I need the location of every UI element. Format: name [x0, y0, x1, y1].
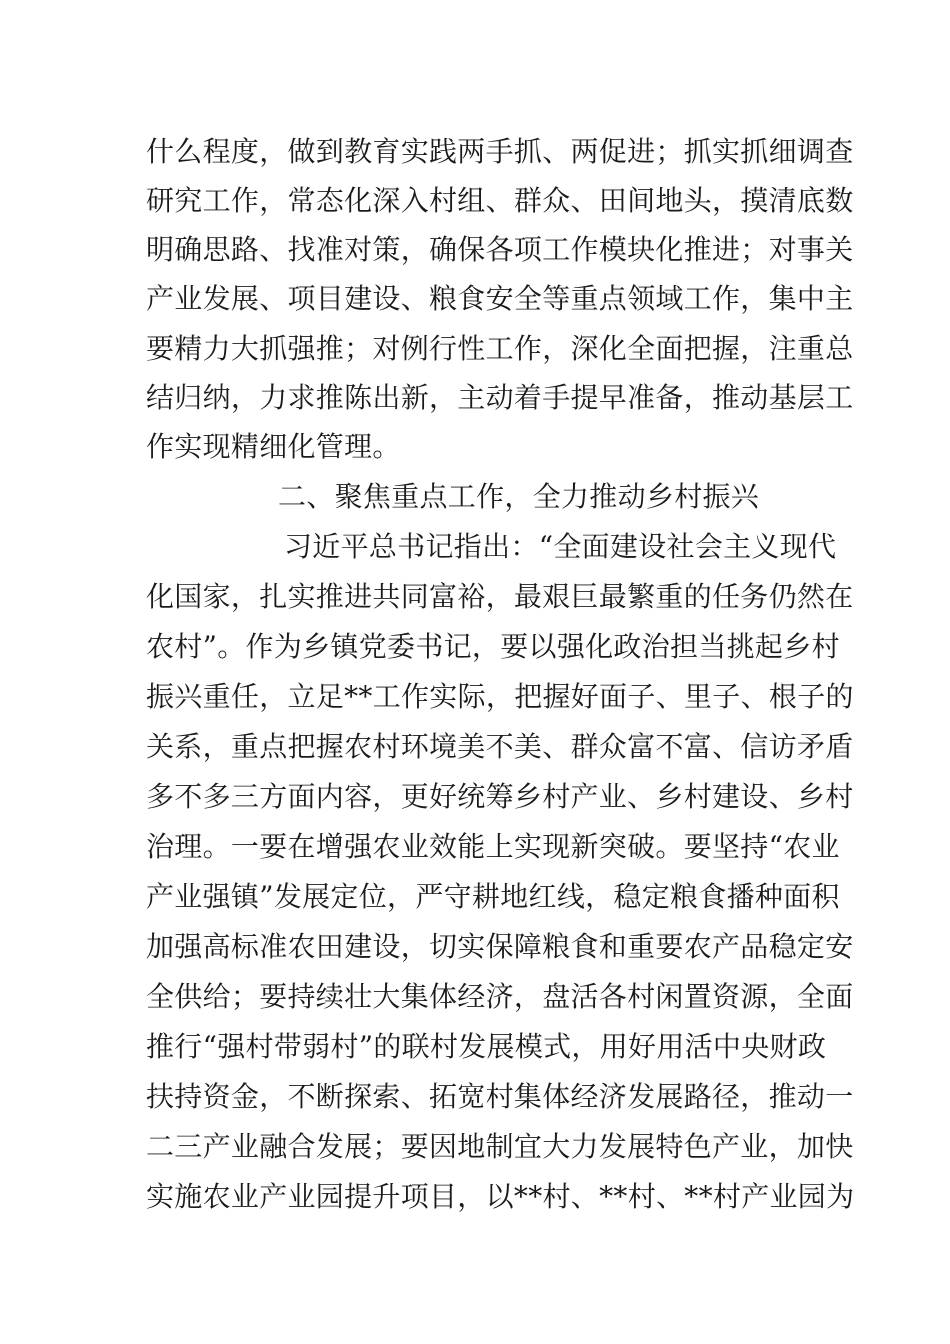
- paragraph-2-line-10: 全供给；要持续壮大集体经济，盘活各村闲置资源，全面: [146, 980, 854, 1013]
- section-heading: 二、聚焦重点工作，全力推动乡村振兴: [278, 480, 760, 513]
- paragraph-1-line-7: 作实现精细化管理。: [146, 430, 401, 463]
- paragraph-2-line-12: 扶持资金，不断探索、拓宽村集体经济发展路径，推动一: [146, 1080, 854, 1113]
- paragraph-2-line-9: 加强高标准农田建设，切实保障粮食和重要农产品稳定安: [146, 930, 854, 963]
- paragraph-2-line-8: 产业强镇”发展定位，严守耕地红线，稳定粮食播种面积: [146, 880, 840, 913]
- paragraph-2-line-3: 农村”。作为乡镇党委书记，要以强化政治担当挑起乡村: [146, 630, 840, 663]
- paragraph-2-line-4: 振兴重任，立足**工作实际，把握好面子、里子、根子的: [146, 680, 854, 713]
- paragraph-1-line-1: 什么程度，做到教育实践两手抓、两促进；抓实抓细调查: [146, 135, 854, 168]
- paragraph-1-line-2: 研究工作，常态化深入村组、群众、田间地头，摸清底数: [146, 184, 854, 217]
- paragraph-1-line-4: 产业发展、项目建设、粮食安全等重点领域工作，集中主: [146, 282, 854, 315]
- paragraph-2-line-13: 二三产业融合发展；要因地制宜大力发展特色产业，加快: [146, 1130, 854, 1163]
- paragraph-1-line-3: 明确思路、找准对策，确保各项工作模块化推进；对事关: [146, 233, 854, 266]
- paragraph-2-line-5: 关系，重点把握农村环境美不美、群众富不富、信访矛盾: [146, 730, 854, 763]
- paragraph-2-line-2: 化国家，扎实推进共同富裕，最艰巨最繁重的任务仍然在: [146, 580, 854, 613]
- paragraph-2-line-1: 习近平总书记指出：“全面建设社会主义现代: [284, 530, 837, 563]
- paragraph-1-line-6: 结归纳，力求推陈出新，主动着手提早准备，推动基层工: [146, 381, 854, 414]
- paragraph-1-line-5: 要精力大抓强推；对例行性工作，深化全面把握，注重总: [146, 332, 854, 365]
- paragraph-2-line-7: 治理。一要在增强农业效能上实现新突破。要坚持“农业: [146, 830, 840, 863]
- paragraph-2-line-6: 多不多三方面内容，更好统筹乡村产业、乡村建设、乡村: [146, 780, 854, 813]
- paragraph-2-line-14: 实施农业产业园提升项目，以**村、**村、**村产业园为: [146, 1180, 855, 1213]
- paragraph-2-line-11: 推行“强村带弱村”的联村发展模式，用好用活中央财政: [146, 1030, 827, 1063]
